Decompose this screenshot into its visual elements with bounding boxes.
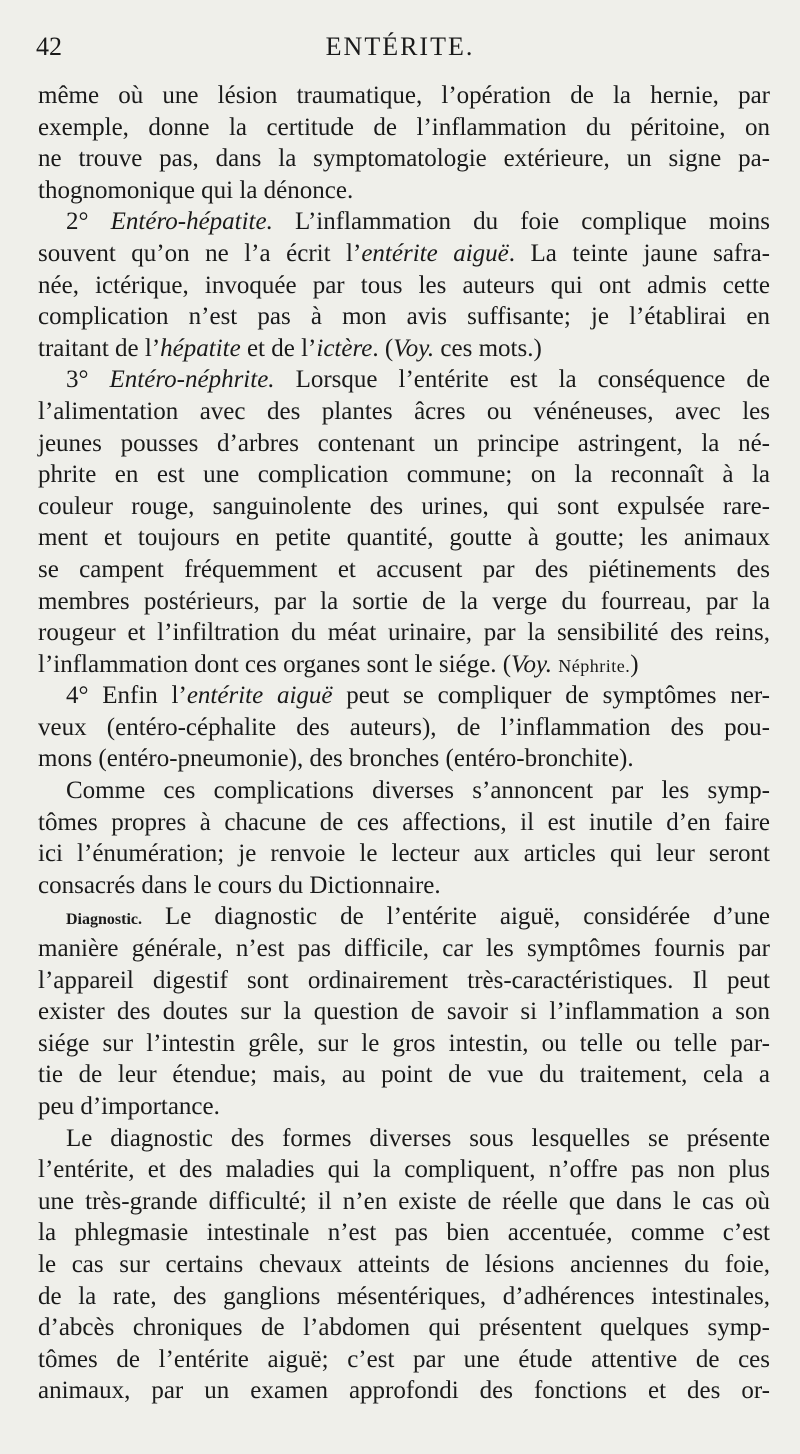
text-line: tômes propres à chacune de ces affections, il est inutile d’en faire [38,808,770,836]
running-title: ENTÉRITE. [325,32,475,61]
text-line: complication n’est pas à mon avis suffisante; je l’établirai en [38,303,770,331]
italic-term: Voy. [511,650,553,678]
text-line: 2° Entéro-hépatite. L’inflammation du foie complique moins [66,208,770,236]
italic-term: entérite aiguë [186,682,333,710]
text-line: ici l’énumération; je renvoie le lecteur aux articles qui leur seront [38,840,770,868]
text-line: couleur rouge, sanguinolente des urines, qui sont expulsée rare- [38,492,770,520]
text-line: veux (entéro-céphalite des auteurs), de l’inflammation des pou- [38,713,770,741]
text-line: rougeur et l’infiltration du méat urinaire, par la sensibilité des reins, [38,619,770,647]
italic-term: Entéro-néphrite. [109,366,275,394]
text-line: manière générale, n’est pas difficile, car les symptômes fournis par [38,935,770,963]
text-line: Le diagnostic des formes diverses sous lesquelles se présente [66,1124,770,1152]
body-text [38,80,770,1407]
text-line: ment et toujours en petite quantité, goutte à goutte; les animaux [38,524,770,552]
italic-term: hépatite [160,334,241,362]
text-line: phrite en est une complication commune; on la reconnaît à la [38,461,770,489]
text-line: animaux, par un examen approfondi des fonctions et des or- [38,1377,770,1405]
diagnostic-label: Diagnostic. [66,911,142,929]
text-line: Diagnostic. Le diagnostic de l’entérite aiguë, considérée d’une [66,903,770,931]
page-header [36,30,764,64]
italic-term: Entéro-hépatite. [110,208,273,236]
text-line: l’inflammation dont ces organes sont le siége. (Voy. Néphrite.) [38,650,639,678]
page-number: 42 [36,32,62,61]
text-line: se campent fréquemment et accusent par des piétinements des [38,555,770,583]
text-line: exemple, donne la certitude de l’inflammation du péritoine, on [38,113,770,141]
text-line: consacrés dans le cours du Dictionnaire. [38,871,441,899]
text-line: traitant de l’hépatite et de l’ictère. (Voy. ces mots.) [38,334,542,362]
text-line: même où une lésion traumatique, l’opération de la hernie, par [38,82,770,109]
cross-reference: Néphrite. [558,655,631,676]
text-line: tie de leur étendue; mais, au point de vue du traitement, cela a [38,1061,770,1089]
text-line: jeunes pousses d’arbres contenant un principe astringent, la né- [38,429,770,457]
italic-term: ictère [316,334,373,362]
text-line: membres postérieurs, par la sortie de la verge du fourreau, par la [38,587,770,615]
text-line: peu d’importance. [38,1093,220,1120]
text-line: siége sur l’intestin grêle, sur le gros intestin, ou telle ou telle par- [38,1029,770,1057]
text-line: le cas sur certains chevaux atteints de lésions anciennes du foie, [38,1250,770,1278]
text-line: l’alimentation avec des plantes âcres ou vénéneuses, avec les [38,397,770,425]
text-line: 4° Enfin l’entérite aiguë peut se compliquer de symptômes ner- [66,682,770,710]
text-line: d’abcès chroniques de l’abdomen qui présentent quelques symp- [38,1314,770,1342]
italic-term: entérite aiguë [361,239,509,267]
text-line: la phlegmasie intestinale n’est pas bien accentuée, comme c’est [38,1219,770,1247]
text-line: Comme ces complications diverses s’annoncent par les symp- [66,777,770,805]
text-line: tômes de l’entérite aiguë; c’est par une étude attentive de ces [38,1345,770,1373]
text-line: ne trouve pas, dans la symptomatologie extérieure, un signe pa- [38,145,770,173]
italic-term: Voy. [393,334,435,362]
text-line: une très-grande difficulté; il n’en existe de réelle que dans le cas où [38,1187,770,1215]
text-line: née, ictérique, invoquée par tous les auteurs qui ont admis cette [38,271,770,299]
text-line: 3° Entéro-néphrite. Lorsque l’entérite est la conséquence de [66,366,770,394]
text-line: l’entérite, et des maladies qui la compliquent, n’offre pas non plus [38,1156,770,1184]
text-line: de la rate, des ganglions mésentériques, d’adhérences intestinales, [38,1282,770,1310]
text-line: thognomonique qui la dénonce. [38,176,354,204]
text-line: exister des doutes sur la question de savoir si l’inflammation a son [38,998,770,1026]
text-line: souvent qu’on ne l’a écrit l’entérite aiguë. La teinte jaune safra- [38,239,770,267]
text-line: l’appareil digestif sont ordinairement très-caractéristiques. Il peut [38,966,770,994]
text-line: mons (entéro-pneumonie), des bronches (entéro-bronchite). [38,745,634,773]
